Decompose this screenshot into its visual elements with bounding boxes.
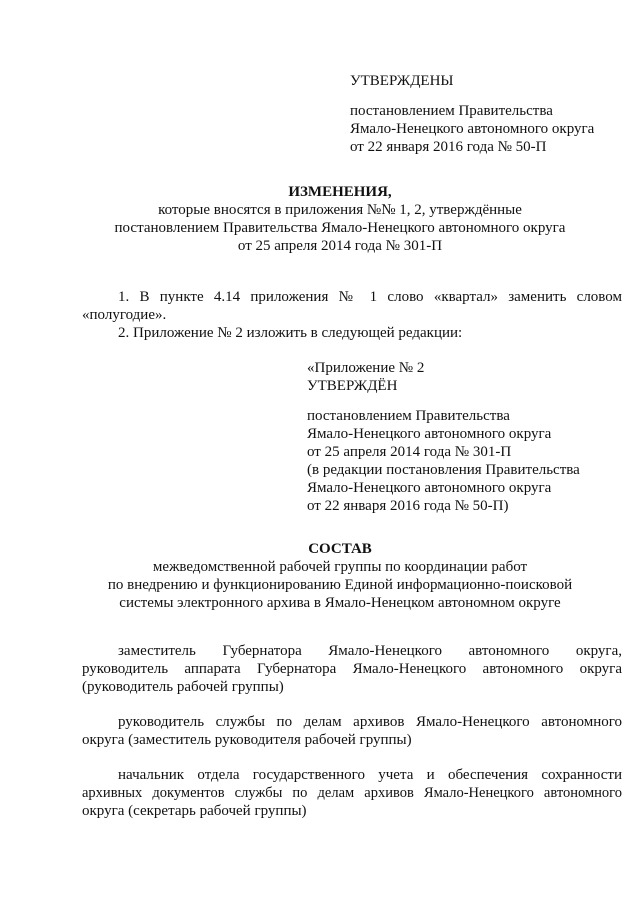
member-entry bbox=[82, 642, 622, 696]
appendix-line: Ямало-Ненецкого автономного округа bbox=[307, 426, 552, 442]
appendix-line: от 25 апреля 2014 года № 301-П bbox=[307, 444, 512, 460]
member-line: округа (секретарь рабочей группы) bbox=[82, 803, 307, 819]
appendix-line: Ямало-Ненецкого автономного округа bbox=[307, 480, 552, 496]
change-item-1: 1. В пункте 4.14 приложения № 1 слово «квартал» заменить словом bbox=[118, 289, 622, 305]
member-line: (руководитель рабочей группы) bbox=[82, 679, 284, 695]
member-line: начальник отдела государственного учета и обеспечения сохранности bbox=[118, 767, 622, 783]
changes-items bbox=[82, 288, 622, 342]
appendix-block bbox=[307, 359, 627, 515]
approval-line: постановлением Правительства bbox=[350, 103, 553, 119]
approval-line: от 22 января 2016 года № 50-П bbox=[350, 139, 547, 155]
member-line: руководитель службы по делам архивов Ямало-Ненецкого автономного bbox=[118, 714, 622, 730]
composition-heading: СОСТАВ bbox=[308, 541, 372, 557]
change-item-2: 2. Приложение № 2 изложить в следующей редакции: bbox=[118, 325, 463, 341]
appendix-line: от 22 января 2016 года № 50-П) bbox=[307, 498, 509, 514]
member-entry bbox=[82, 713, 622, 749]
composition-subtitle-line: по внедрению и функционированию Единой информационно-поисковой bbox=[107, 577, 573, 593]
changes-heading: ИЗМЕНЕНИЯ, bbox=[288, 184, 392, 200]
approval-block bbox=[350, 72, 630, 156]
change-item-1-continued: «полугодие». bbox=[82, 307, 167, 323]
changes-subtitle-line: которые вносятся в приложения №№ 1, 2, утверждённые bbox=[158, 202, 522, 218]
member-line: архивных документов службы по делам архивов Ямало-Ненецкого автономного bbox=[82, 785, 622, 801]
appendix-line: (в редакции постановления Правительства bbox=[307, 462, 580, 478]
approval-title: УТВЕРЖДЕНЫ bbox=[350, 73, 454, 89]
appendix-approved: УТВЕРЖДЁН bbox=[307, 378, 398, 394]
composition-subtitle-line: межведомственной рабочей группы по координации работ bbox=[152, 559, 528, 575]
member-line: заместитель Губернатора Ямало-Ненецкого автономного округа, bbox=[118, 643, 622, 659]
member-line: округа (заместитель руководителя рабочей группы) bbox=[82, 732, 412, 748]
appendix-line: постановлением Правительства bbox=[307, 408, 510, 424]
member-line: руководитель аппарата Губернатора Ямало-Ненецкого автономного округа bbox=[82, 661, 622, 677]
changes-subtitle-line: от 25 апреля 2014 года № 301-П bbox=[237, 238, 443, 254]
member-entry bbox=[82, 766, 622, 820]
approval-line: Ямало-Ненецкого автономного округа bbox=[350, 121, 595, 137]
appendix-label: «Приложение № 2 bbox=[307, 360, 425, 376]
changes-subtitle-line: постановлением Правительства Ямало-Ненецкого автономного округа bbox=[114, 220, 566, 236]
composition-subtitle-line: системы электронного архива в Ямало-Ненецком автономном округе bbox=[119, 595, 561, 611]
changes-heading-block bbox=[60, 183, 620, 255]
composition-heading-block bbox=[60, 540, 620, 612]
